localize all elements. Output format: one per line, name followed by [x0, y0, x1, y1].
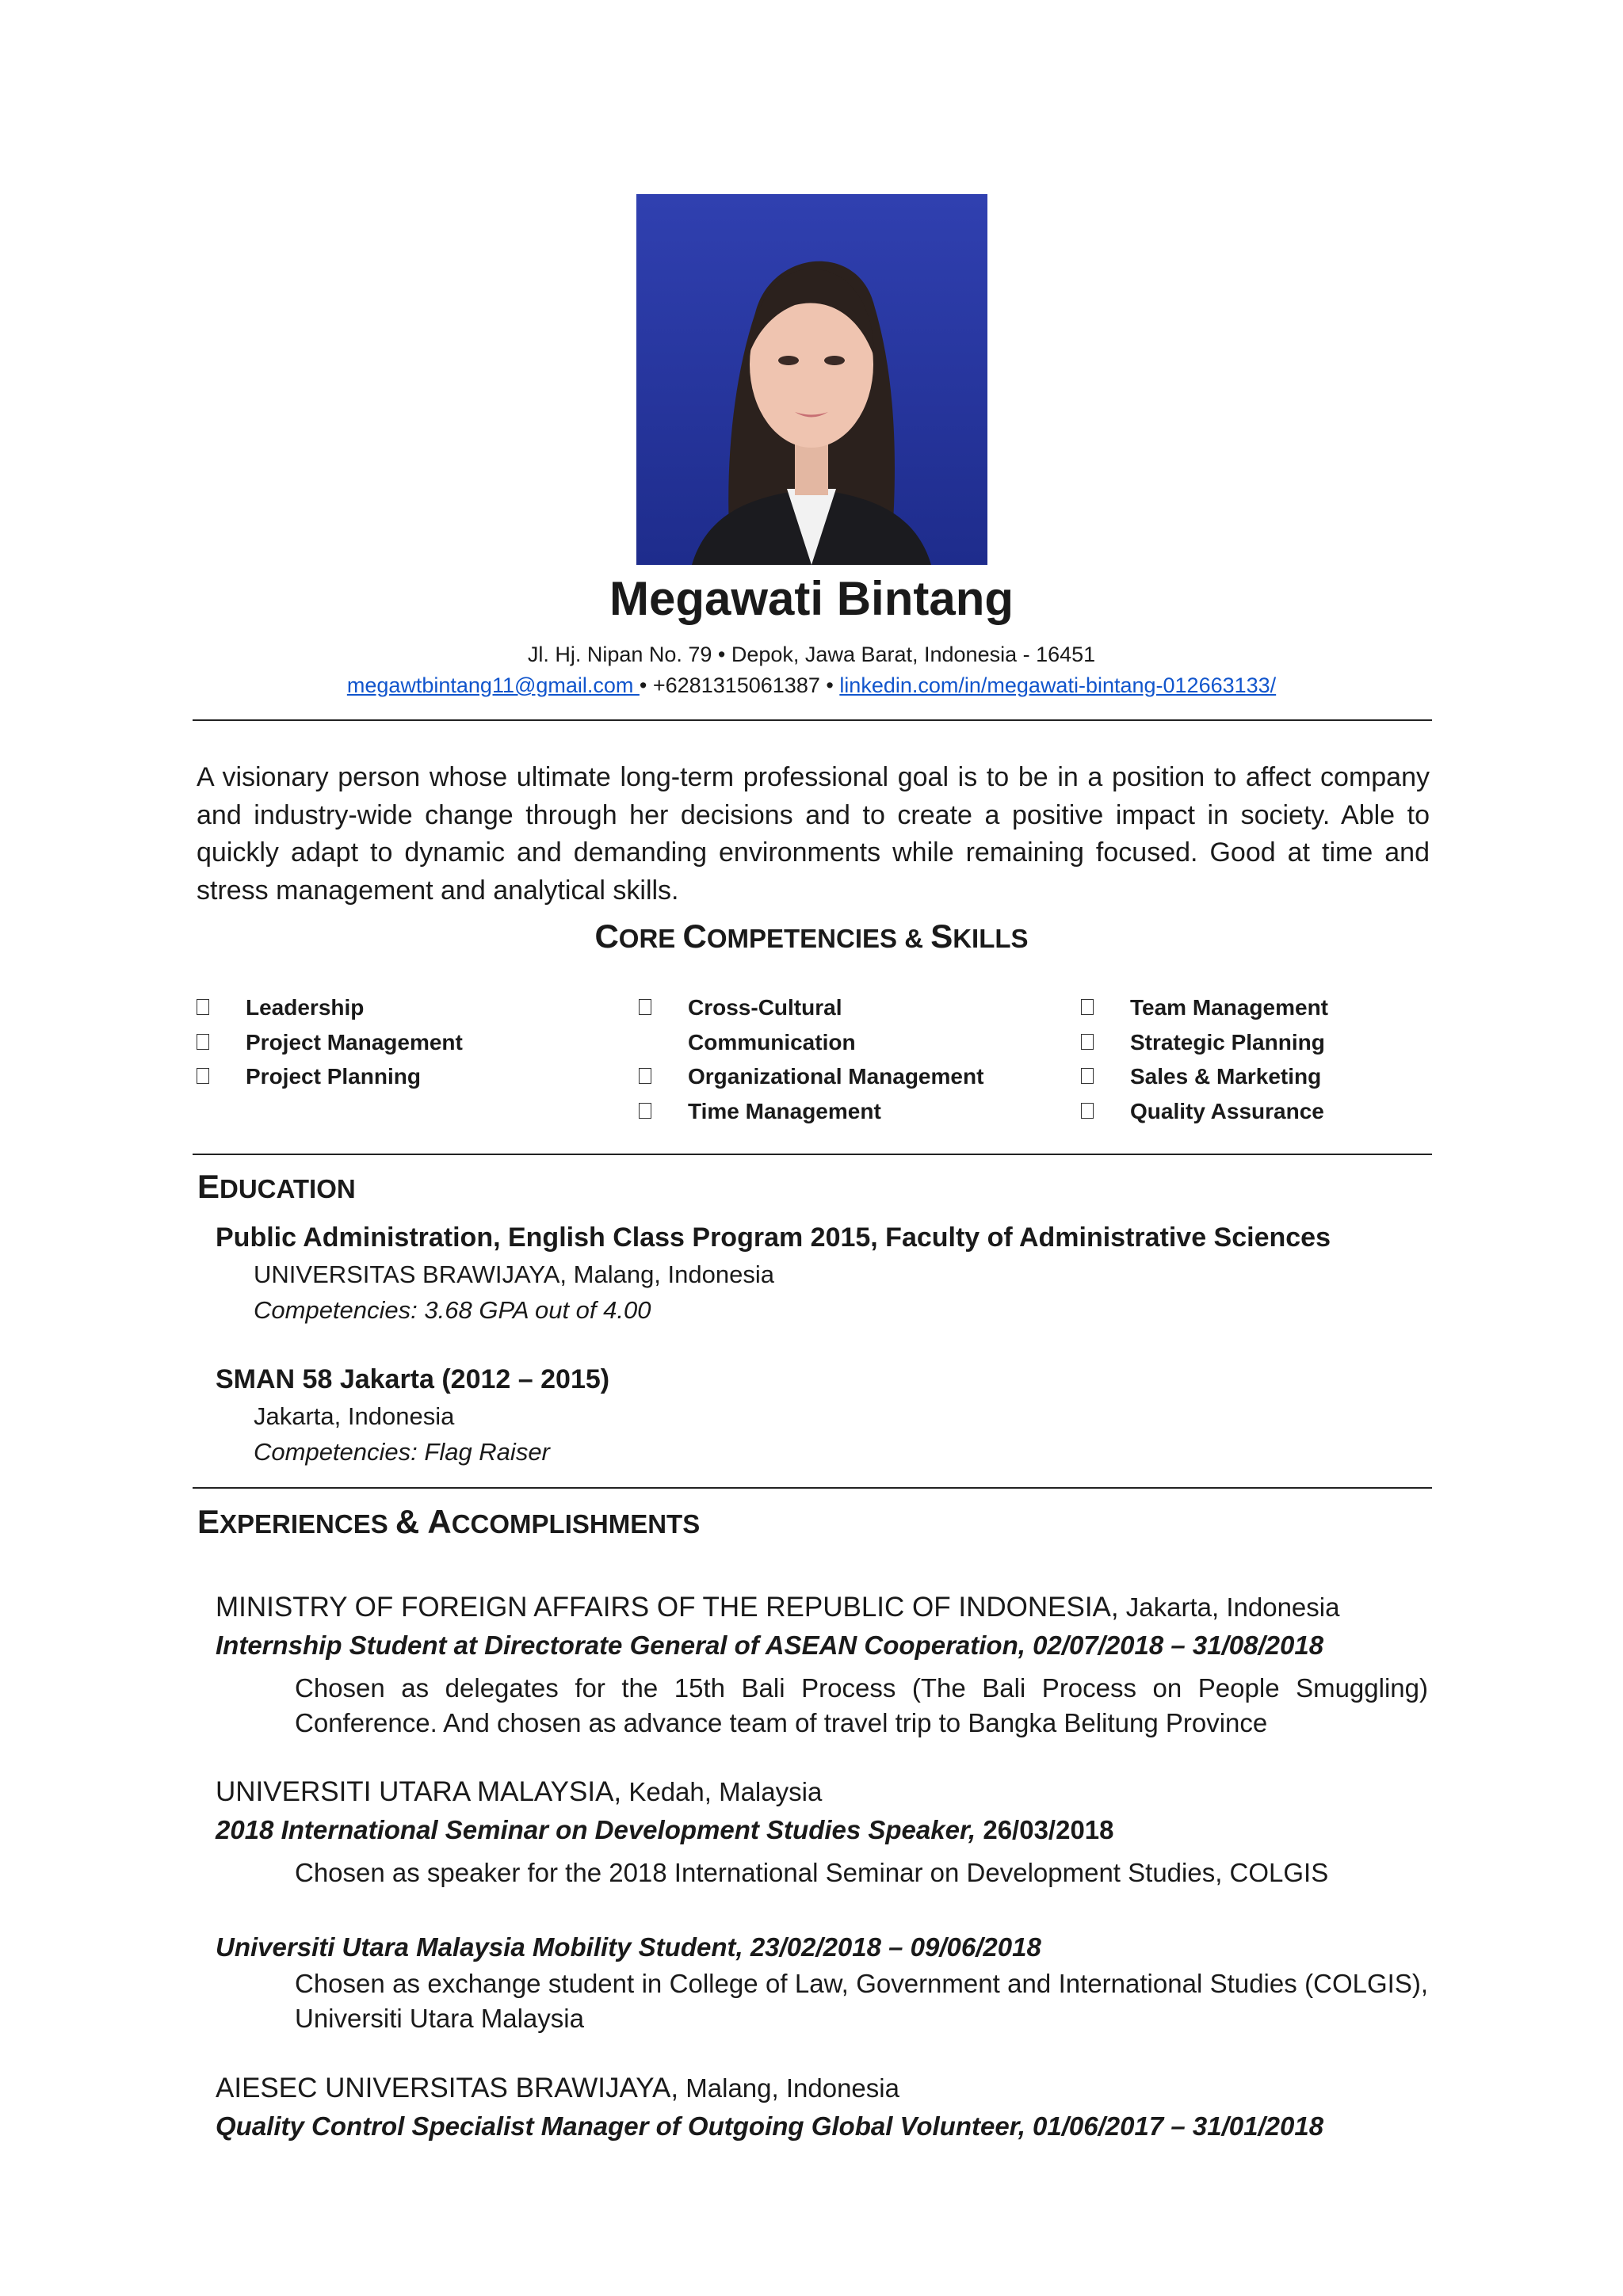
skill-item: Cross-Cultural [639, 990, 1083, 1025]
divider [193, 719, 1432, 721]
bullet-icon [639, 999, 651, 1015]
skill-item: Project Planning [197, 1059, 640, 1094]
skills-column-2 [639, 990, 1083, 1128]
linkedin-link[interactable]: linkedin.com/in/megawati-bintang-012663133/ [839, 673, 1277, 697]
summary-paragraph: A visionary person whose ultimate long-term professional goal is to be in a position to affect company and industry-wide change through her decisions and to create a positive impact in society. Able to quickly adapt to dynamic and demanding environments while remaining focused. Good at time and stress management and analytical skills. [197, 762, 1430, 906]
bullet-icon [639, 1103, 651, 1119]
experience-role: Internship Student at Directorate General of ASEAN Cooperation, 02/07/2018 – 31/08/2018 [216, 1630, 1324, 1660]
competencies-heading: CORE COMPETENCIES & SKILLS [594, 917, 1029, 955]
experience-description: Chosen as delegates for the 15th Bali Process (The Bali Process on People Smuggling) Conference. And chosen as advance team of travel trip to Bangka Belitung Province [295, 1673, 1428, 1737]
experience-item [216, 1773, 1428, 1890]
address: Jl. Hj. Nipan No. 79 • Depok, Jawa Barat, Indonesia - 16451 [527, 643, 1096, 666]
experience-item [216, 1589, 1428, 1741]
experience-role: 2018 International Seminar on Development Studies Speaker, 26/03/2018 [216, 1815, 1114, 1844]
bullet-icon [639, 1068, 651, 1084]
education-heading: EDUCATION [197, 1168, 356, 1205]
experience-item [216, 1928, 1428, 2036]
experience-role: Universiti Utara Malaysia Mobility Student, 23/02/2018 – 09/06/2018 [216, 1932, 1041, 1962]
skill-item: Strategic Planning [1081, 1025, 1525, 1060]
education-item [216, 1220, 1428, 1328]
education-title: Public Administration, English Class Program 2015, Faculty of Administrative Sciences [216, 1222, 1331, 1253]
bullet-icon [197, 1068, 209, 1084]
profile-photo [636, 194, 987, 565]
skill-item: Team Management [1081, 990, 1525, 1025]
experience-item [216, 2069, 1428, 2145]
skill-item: Organizational Management [639, 1059, 1083, 1094]
contact-line [0, 670, 1623, 700]
email-link[interactable]: megawtbintang11@gmail.com [346, 673, 640, 697]
skill-item: Sales & Marketing [1081, 1059, 1525, 1094]
education-title: SMAN 58 Jakarta (2012 – 2015) [216, 1364, 610, 1394]
bullet-icon [197, 999, 209, 1015]
phone-text: • +6281315061387 • [639, 673, 840, 697]
experience-description: Chosen as speaker for the 2018 International Seminar on Development Studies, COLGIS [295, 1858, 1329, 1887]
bullet-icon [1081, 1103, 1094, 1119]
experience-org: MINISTRY OF FOREIGN AFFAIRS OF THE REPUBLIC OF INDONESIA, Jakarta, Indonesia [216, 1592, 1340, 1623]
education-item [216, 1362, 1428, 1470]
experience-org: AIESEC UNIVERSITAS BRAWIJAYA, Malang, Indonesia [216, 2073, 899, 2103]
skill-item: Quality Assurance [1081, 1094, 1525, 1129]
skill-item: Time Management [639, 1094, 1083, 1129]
skills-column-3 [1081, 990, 1525, 1128]
bullet-icon [1081, 1034, 1094, 1050]
bullet-icon [1081, 1068, 1094, 1084]
education-school: Jakarta, Indonesia [254, 1402, 455, 1430]
bullet-icon [197, 1034, 209, 1050]
education-competencies: Competencies: 3.68 GPA out of 4.00 [254, 1296, 651, 1324]
divider [193, 1154, 1432, 1155]
experience-heading: EXPERIENCES & ACCOMPLISHMENTS [197, 1503, 701, 1540]
experience-role: Quality Control Specialist Manager of Outgoing Global Volunteer, 01/06/2017 – 31/01/2018 [216, 2111, 1324, 2141]
experience-description: Chosen as exchange student in College of Law, Government and International Studies (COLGIS), Universiti Utara Malaysia [295, 1969, 1428, 2033]
skill-item: Project Management [197, 1025, 640, 1060]
skill-item-continued: Communication [688, 1029, 856, 1055]
divider [193, 1487, 1432, 1489]
experience-org: UNIVERSITI UTARA MALAYSIA, Kedah, Malaysia [216, 1776, 823, 1807]
skills-column-1 [197, 990, 640, 1094]
education-competencies: Competencies: Flag Raiser [254, 1438, 550, 1466]
skill-item: Leadership [197, 990, 640, 1025]
candidate-name: Megawati Bintang [609, 572, 1014, 625]
bullet-icon [1081, 999, 1094, 1015]
education-school: UNIVERSITAS BRAWIJAYA, Malang, Indonesia [254, 1261, 774, 1288]
